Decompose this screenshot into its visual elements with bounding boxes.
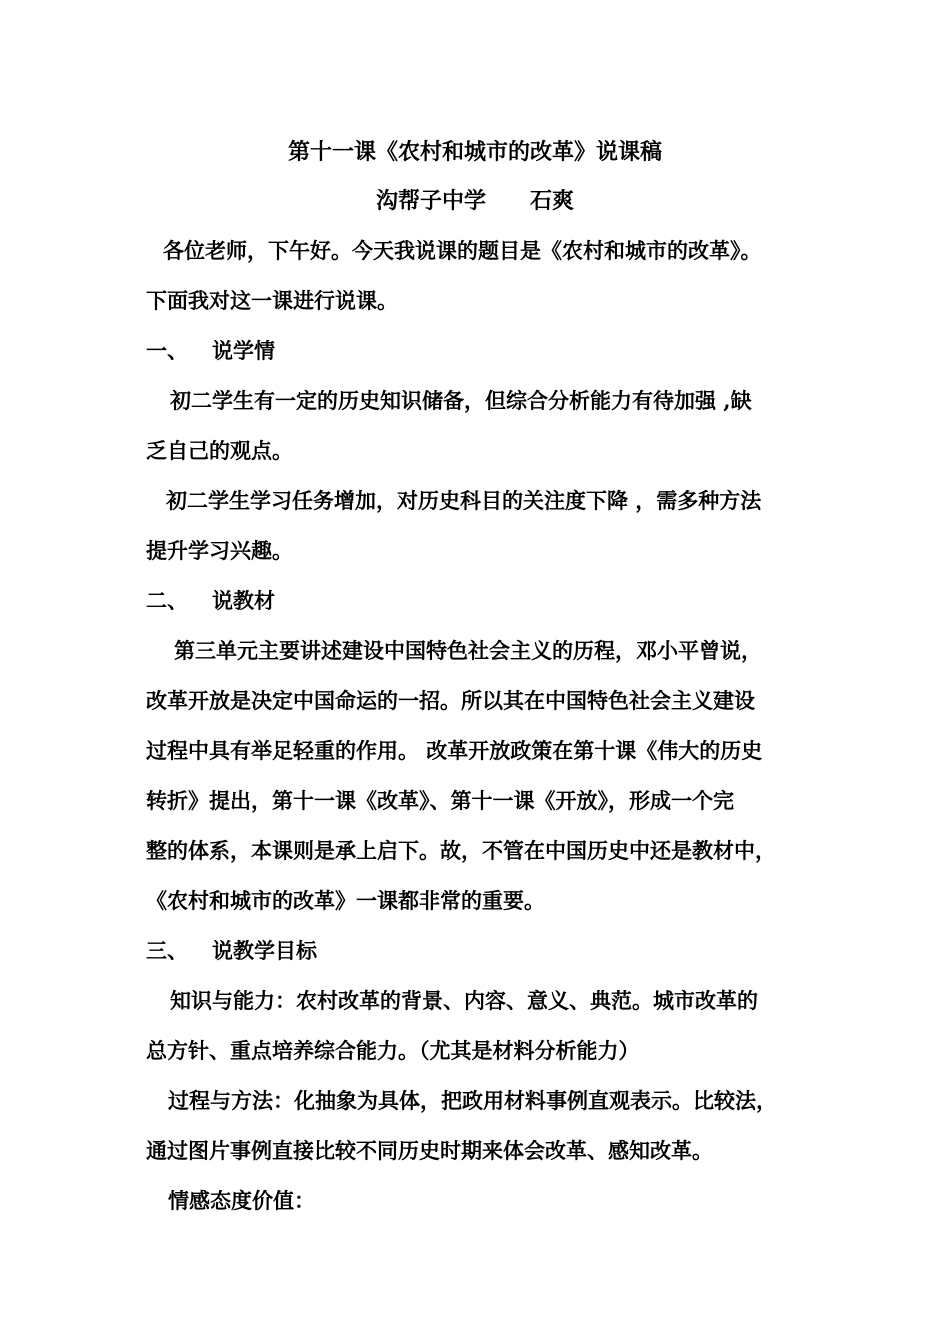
paragraph-line: 改革开放是决定中国命运的一招。所以其在中国特色社会主义建设 [146, 688, 755, 713]
paragraph-line: 初二学生学习任务增加，对历史科目的关注度下降 ，需多种方法 [166, 488, 762, 513]
section-number: 三、 [146, 938, 188, 963]
section-number: 一、 [146, 338, 188, 363]
section-title: 说学情 [212, 338, 275, 363]
paragraph-line: 乏自己的观点。 [146, 438, 293, 463]
paragraph-line: 第三单元主要讲述建设中国特色社会主义的历程，邓小平曾说， [174, 638, 762, 663]
paragraph-line: 总方针、重点培养综合能力。（尤其是材料分析能力） [146, 1038, 640, 1063]
paragraph-line: 过程中具有举足轻重的作用。 改革开放政策在第十课《伟大的历史 [146, 738, 763, 763]
document-author: 沟帮子中学 石爽 [375, 188, 574, 214]
paragraph-line: 知识与能力：农村改革的背景、内容、意义、典范。城市改革的 [170, 988, 758, 1013]
section-heading-3 [146, 937, 317, 965]
intro-line-2: 下面我对这一课进行说课。 [146, 288, 398, 313]
paragraph-line: 《农村和城市的改革》一课都非常的重要。 [146, 888, 545, 913]
section-title: 说教学目标 [212, 938, 317, 963]
paragraph-line: 情感态度价值： [168, 1188, 315, 1213]
document-title: 第十一课《农村和城市的改革》说课稿 [287, 139, 662, 165]
paragraph-line: 整的体系，本课则是承上启下。故，不管在中国历史中还是教材中， [146, 838, 776, 863]
section-number: 二、 [146, 588, 188, 613]
section-title: 说教材 [212, 588, 275, 613]
paragraph-line: 提升学习兴趣。 [146, 538, 293, 563]
section-heading-2 [146, 587, 275, 615]
paragraph-line: 转折》提出，第十一课《改革》、第十一课《开放》，形成一个完 [146, 788, 734, 813]
section-heading-1 [146, 337, 275, 365]
intro-line-1: 各位老师，下午好。今天我说课的题目是《农村和城市的改革》。 [163, 238, 762, 263]
paragraph-line: 过程与方法：化抽象为具体，把政用材料事例直观表示。比较法， [168, 1088, 777, 1113]
paragraph-line: 初二学生有一定的历史知识储备，但综合分析能力有待加强 ,缺 [170, 388, 752, 413]
paragraph-line: 通过图片事例直接比较不同历史时期来体会改革、感知改革。 [146, 1138, 713, 1163]
